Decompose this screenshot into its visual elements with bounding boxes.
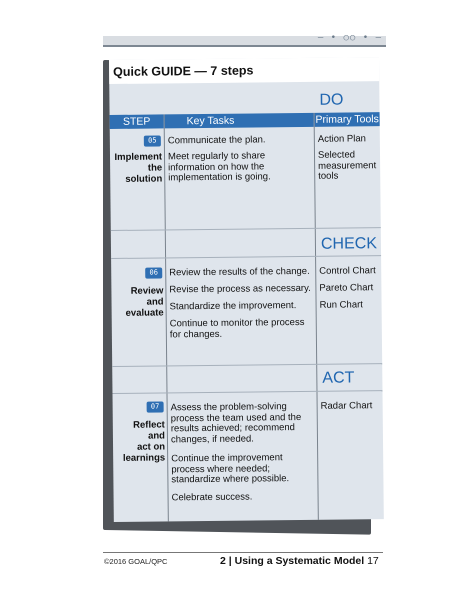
step-label-line: the: [147, 162, 163, 174]
footer-chapter-page: [220, 555, 379, 567]
tool-item: Radar Chart: [320, 400, 373, 412]
section-title-act: ACT: [322, 369, 355, 387]
step-label-line: and: [146, 296, 164, 308]
step-label-line: Review: [130, 285, 164, 297]
page-number: 17: [367, 555, 379, 567]
task-item: Standardize the improvement.: [169, 300, 297, 313]
tool-item: Action Plan: [317, 133, 366, 145]
column-header-step: [110, 114, 164, 129]
decorative-dots: — • ○○ • —: [317, 33, 382, 43]
column-header-tools: [315, 112, 380, 127]
step-label-check: [109, 285, 163, 319]
quick-guide-card: [103, 60, 379, 530]
section-divider: [112, 363, 382, 367]
step-label-line: and: [147, 430, 165, 442]
step-label-line: evaluate: [125, 307, 164, 319]
copyright-text: ©2016 GOAL/QPC: [104, 557, 168, 566]
task-item: Meet regularly to share information on how the implementation is going.: [167, 150, 271, 184]
step-label-line: solution: [125, 173, 163, 185]
column-header-tasks-label: Key Tasks: [186, 114, 235, 128]
tool-item: Control Chart: [319, 265, 376, 277]
section-divider: [111, 255, 381, 259]
task-item: Celebrate success.: [171, 491, 253, 504]
step-number-badge: 05: [144, 135, 161, 146]
task-item: Revise the process as necessary.: [169, 282, 311, 296]
step-label-line: Reflect: [133, 419, 165, 431]
step-number-badge: 07: [147, 401, 164, 412]
step-label-line: act on: [137, 441, 166, 453]
column-header-step-label: STEP: [122, 115, 151, 128]
step-number-badge: 06: [145, 267, 162, 278]
card-panel: [109, 57, 384, 522]
section-divider: [111, 227, 381, 231]
tool-item: Selected measurement tools: [317, 149, 377, 182]
step-label-line: learnings: [122, 452, 166, 464]
footer-rule: [103, 552, 383, 553]
card-header-strip: [109, 57, 379, 84]
task-item: Review the results of the change.: [169, 265, 310, 279]
card-heading: Quick GUIDE — 7 steps: [113, 63, 254, 79]
step-label-act: [111, 419, 165, 464]
tool-item: Pareto Chart: [319, 282, 374, 294]
step-label-do: [108, 151, 162, 185]
task-item: Assess the problem-solving process the team used and the results achieved; recommend changes, if needed.: [170, 401, 302, 445]
column-header-tasks: [165, 113, 314, 129]
section-title-do: DO: [319, 91, 344, 109]
task-item: Communicate the plan.: [167, 134, 266, 147]
task-item: Continue the improvement process where needed; standardize where possible.: [171, 452, 290, 486]
section-divider: [112, 390, 382, 394]
step-label-line: Implement: [114, 151, 163, 163]
section-title-check: CHECK: [320, 235, 378, 253]
column-header-tools-label: Primary Tools: [315, 113, 379, 126]
tool-item: Run Chart: [319, 299, 363, 311]
top-rule-bar: [103, 33, 386, 47]
task-item: Continue to monitor the process for changes.: [169, 316, 305, 340]
chapter-title: 2 | Using a Systematic Model: [220, 555, 365, 567]
